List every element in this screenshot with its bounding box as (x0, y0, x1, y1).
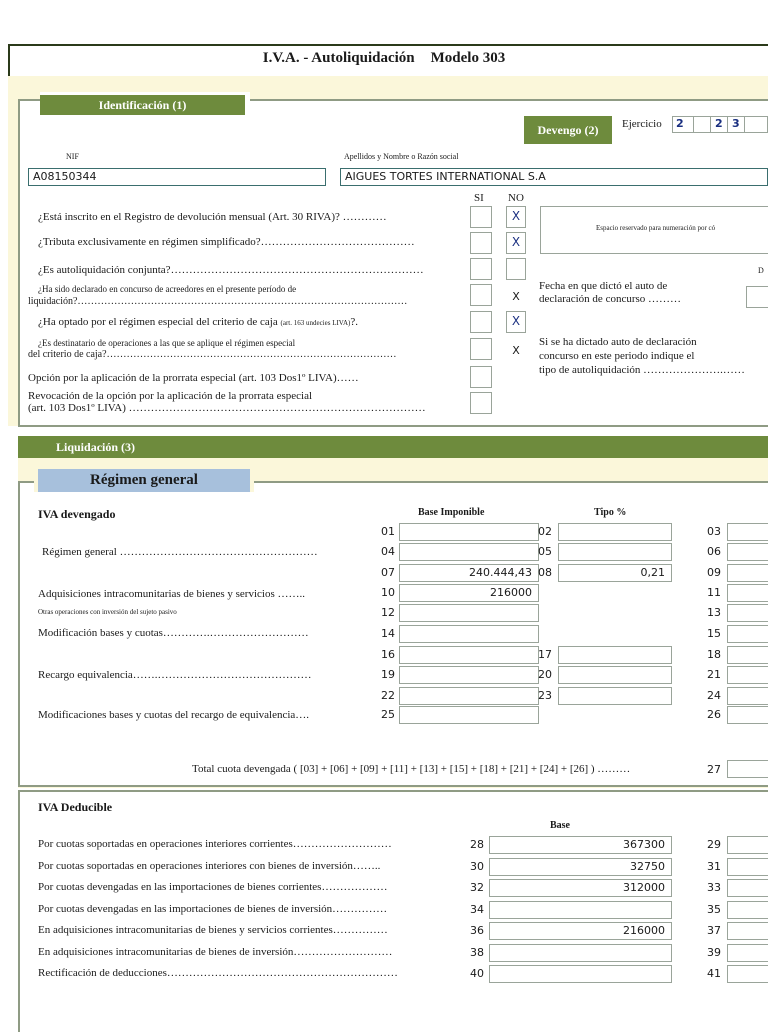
deducible-row-label: Por cuotas devengadas en las importaciones de bienes corrientes……………… (38, 881, 388, 893)
reserved-space-text: Espacio reservado para numeración por có (596, 224, 716, 232)
name-field[interactable]: AIGUES TORTES INTERNATIONAL S.A (340, 168, 768, 186)
box-10-field[interactable]: 216000 (399, 584, 539, 602)
fecha-concurso-dia[interactable] (746, 286, 768, 308)
auto-concurso-label-1: Si se ha dictado auto de declaración (539, 336, 697, 348)
box-number-26: 26 (707, 708, 721, 721)
si-checkbox-3[interactable] (470, 258, 492, 280)
box-number-40: 40 (470, 967, 484, 980)
question-prorrata-opcion: Opción por la aplicación de la prorrata especial (art. 103 Dos1º LIVA)…… (28, 372, 359, 384)
row-label-modificaciones-recargo: Modificaciones bases y cuotas del recargo de equivalencia…. (38, 709, 310, 721)
si-checkbox-4[interactable] (470, 284, 492, 306)
box-number-08: 08 (538, 566, 552, 579)
deducible-base-header: Base (550, 820, 570, 831)
tipo-header: Tipo % (594, 507, 627, 518)
box-number-02: 02 (538, 525, 552, 538)
box-number-34: 34 (470, 902, 484, 916)
row-label-otras: Otras operaciones con inversión del sujeto pasivo (38, 608, 177, 616)
box-03-field[interactable] (727, 523, 768, 541)
box-36-field[interactable]: 216000 (489, 922, 672, 940)
box-09-field[interactable] (727, 564, 768, 582)
ejercicio-label: Ejercicio (622, 118, 662, 130)
name-label: Apellidos y Nombre o Razón social (344, 152, 459, 161)
si-checkbox-8[interactable] (470, 392, 492, 414)
no-header: NO (508, 192, 524, 204)
box-08-field[interactable]: 0,21 (558, 564, 672, 582)
box-number-10: 10 (381, 586, 395, 599)
si-checkbox-2[interactable] (470, 232, 492, 254)
box-number-15: 15 (707, 627, 721, 640)
deducible-row-label: En adquisiciones intracomunitarias de bienes y servicios corrientes…………… (38, 924, 388, 936)
box-number-36: 36 (470, 924, 484, 937)
no-checkbox-2[interactable]: X (506, 232, 526, 254)
box-number-30: 30 (470, 859, 484, 873)
ejercicio-digit-1[interactable]: 2 (672, 116, 694, 133)
box-number-17: 17 (538, 648, 552, 661)
box-34-field[interactable] (489, 901, 672, 919)
fecha-concurso-label-2: declaración de concurso ……… (539, 293, 682, 305)
box-41-field[interactable] (727, 965, 768, 983)
liquidacion-header: Liquidación (3) (18, 436, 768, 458)
question-registro-devolucion: ¿Está inscrito en el Registro de devolución mensual (Art. 30 RIVA)? ………… (38, 211, 387, 223)
box-17-field[interactable] (558, 646, 672, 664)
box-38-field[interactable] (489, 944, 672, 962)
box-number-25: 25 (381, 708, 395, 721)
box-number-24: 24 (707, 689, 721, 702)
box-number-21: 21 (707, 668, 721, 681)
box-number-07: 07 (381, 566, 395, 579)
box-05-field[interactable] (558, 543, 672, 561)
box-number-19: 19 (381, 668, 395, 681)
box-26-field[interactable] (727, 706, 768, 724)
no-checkbox-5[interactable]: X (506, 311, 526, 333)
row-label-total: Total cuota devengada ( [03] + [06] + [09] + [11] + [13] + [15] + [18] + [21] + [24] + [26] ) ……… (192, 763, 631, 775)
box-29-field[interactable] (727, 836, 768, 854)
box-35-field[interactable] (727, 901, 768, 919)
devengo-header: Devengo (2) (524, 116, 612, 144)
no-checkbox-1[interactable]: X (506, 206, 526, 228)
row-label-modificacion: Modificación bases y cuotas………….……………………… (38, 627, 309, 639)
box-number-09: 09 (707, 566, 721, 579)
box-02-field[interactable] (558, 523, 672, 541)
si-checkbox-5[interactable] (470, 311, 492, 333)
deducible-row-label: Rectificación de deducciones……………………………………………………… (38, 967, 398, 979)
si-checkbox-6[interactable] (470, 338, 492, 360)
ejercicio-digit-2[interactable] (693, 116, 711, 133)
box-number-06: 06 (707, 545, 721, 558)
box-23-field[interactable] (558, 687, 672, 705)
box-19-field[interactable] (399, 666, 539, 684)
deducible-row-label: Por cuotas soportadas en operaciones interiores con bienes de inversión…….. (38, 859, 381, 872)
row-label-adquisiciones: Adquisiciones intracomunitarias de bienes y servicios …….. (38, 588, 305, 600)
box-number-13: 13 (707, 606, 721, 619)
box-number-22: 22 (381, 689, 395, 702)
box-number-12: 12 (381, 606, 395, 619)
box-21-field[interactable] (727, 666, 768, 684)
si-checkbox-7[interactable] (470, 366, 492, 388)
box-28-field[interactable]: 367300 (489, 836, 672, 854)
question-criterio-caja: ¿Ha optado por el régimen especial del criterio de caja (art. 163 undecies LIVA)?. (38, 316, 358, 328)
box-13-field[interactable] (727, 604, 768, 622)
page-title: I.V.A. - Autoliquidación Modelo 303 (262, 50, 506, 66)
question-prorrata-revocacion-2: (art. 103 Dos1º LIVA) ……………………………………………………………………… (28, 402, 426, 414)
box-number-35: 35 (707, 902, 721, 916)
question-destinatario-caja-2: del criterio de caja?…………………………………………………………………………… (28, 349, 397, 360)
box-number-03: 03 (707, 525, 721, 538)
box-number-14: 14 (381, 627, 395, 640)
regimen-general-tab: Régimen general (38, 469, 250, 492)
question-prorrata-revocacion: Revocación de la opción por la aplicación de la prorrata especial (28, 390, 313, 402)
auto-concurso-label-3: tipo de autoliquidación ………………….…… (539, 364, 745, 376)
box-number-31: 31 (707, 859, 721, 873)
box-33-field[interactable] (727, 879, 768, 897)
question-destinatario-caja: ¿Es destinatario de operaciones a las que se aplique el régimen especial (38, 338, 296, 348)
box-number-32: 32 (470, 881, 484, 894)
box-16-field[interactable] (399, 646, 539, 664)
question-regimen-simplificado: ¿Tributa exclusivamente en régimen simplificado?…………………………………… (38, 236, 415, 248)
box-number-20: 20 (538, 668, 552, 681)
box-30-field[interactable]: 32750 (489, 858, 672, 876)
box-number-37: 37 (707, 924, 721, 937)
si-checkbox-1[interactable] (470, 206, 492, 228)
no-checkbox-6[interactable]: X (512, 344, 520, 357)
fecha-concurso-label-1: Fecha en que dictó el auto de (539, 280, 668, 292)
box-24-field[interactable] (727, 687, 768, 705)
dia-label: D (758, 266, 764, 275)
deducible-row-label: En adquisiciones intracomunitarias de bienes de inversión……………………… (38, 945, 393, 958)
auto-concurso-label-2: concurso en este periodo indique el (539, 350, 695, 362)
box-25-field[interactable] (399, 706, 539, 724)
iva-devengado-title: IVA devengado (38, 507, 116, 521)
question-concurso-acreedores: ¿Ha sido declarado en concurso de acreedores en el presente período de (38, 284, 297, 294)
ejercicio-digit-5[interactable] (744, 116, 768, 133)
base-imponible-header: Base Imponible (418, 507, 485, 518)
no-checkbox-4[interactable]: X (512, 290, 520, 303)
question-autoliquidacion-conjunta: ¿Es autoliquidación conjunta?…………………………………………………………… (38, 264, 424, 276)
ejercicio-digit-4[interactable]: 3 (727, 116, 745, 133)
box-number-28: 28 (470, 838, 484, 851)
box-number-01: 01 (381, 525, 395, 538)
box-number-18: 18 (707, 648, 721, 661)
box-number-23: 23 (538, 689, 552, 702)
question-concurso-acreedores-2: liquidación?……………………………………………………………………………………… (28, 296, 408, 307)
box-22-field[interactable] (399, 687, 539, 705)
deducible-row-label: Por cuotas devengadas en las importaciones de bienes de inversión…………… (38, 902, 388, 915)
no-checkbox-3[interactable] (506, 258, 526, 280)
box-01-field[interactable] (399, 523, 539, 541)
box-number-39: 39 (707, 945, 721, 959)
box-number-04: 04 (381, 545, 395, 558)
box-18-field[interactable] (727, 646, 768, 664)
box-14-field[interactable] (399, 625, 539, 643)
box-04-field[interactable] (399, 543, 539, 561)
box-number-11: 11 (707, 586, 721, 599)
box-number-16: 16 (381, 648, 395, 661)
box-number-27: 27 (707, 763, 721, 776)
row-label-regimen-general: Régimen general ……………………………………………… (42, 546, 318, 558)
box-37-field[interactable] (727, 922, 768, 940)
nif-field[interactable]: A08150344 (28, 168, 326, 186)
box-32-field[interactable]: 312000 (489, 879, 672, 897)
identificacion-header: Identificación (1) (40, 95, 245, 115)
ejercicio-digit-3[interactable]: 2 (710, 116, 728, 133)
row-label-recargo: Recargo equivalencia…….…………………………………… (38, 669, 312, 681)
box-31-field[interactable] (727, 858, 768, 876)
box-06-field[interactable] (727, 543, 768, 561)
box-12-field[interactable] (399, 604, 539, 622)
box-39-field[interactable] (727, 944, 768, 962)
box-15-field[interactable] (727, 625, 768, 643)
si-header: SI (474, 192, 484, 204)
box-27-field[interactable] (727, 760, 768, 778)
box-number-33: 33 (707, 881, 721, 894)
box-11-field[interactable] (727, 584, 768, 602)
box-07-field[interactable]: 240.444,43 (399, 564, 539, 582)
box-number-41: 41 (707, 967, 721, 980)
box-number-38: 38 (470, 945, 484, 959)
box-20-field[interactable] (558, 666, 672, 684)
box-40-field[interactable] (489, 965, 672, 983)
box-number-29: 29 (707, 838, 721, 851)
deducible-row-label: Por cuotas soportadas en operaciones interiores corrientes……………………… (38, 838, 392, 850)
nif-label: NIF (66, 152, 79, 161)
box-number-05: 05 (538, 545, 552, 558)
iva-deducible-title: IVA Deducible (38, 800, 113, 814)
